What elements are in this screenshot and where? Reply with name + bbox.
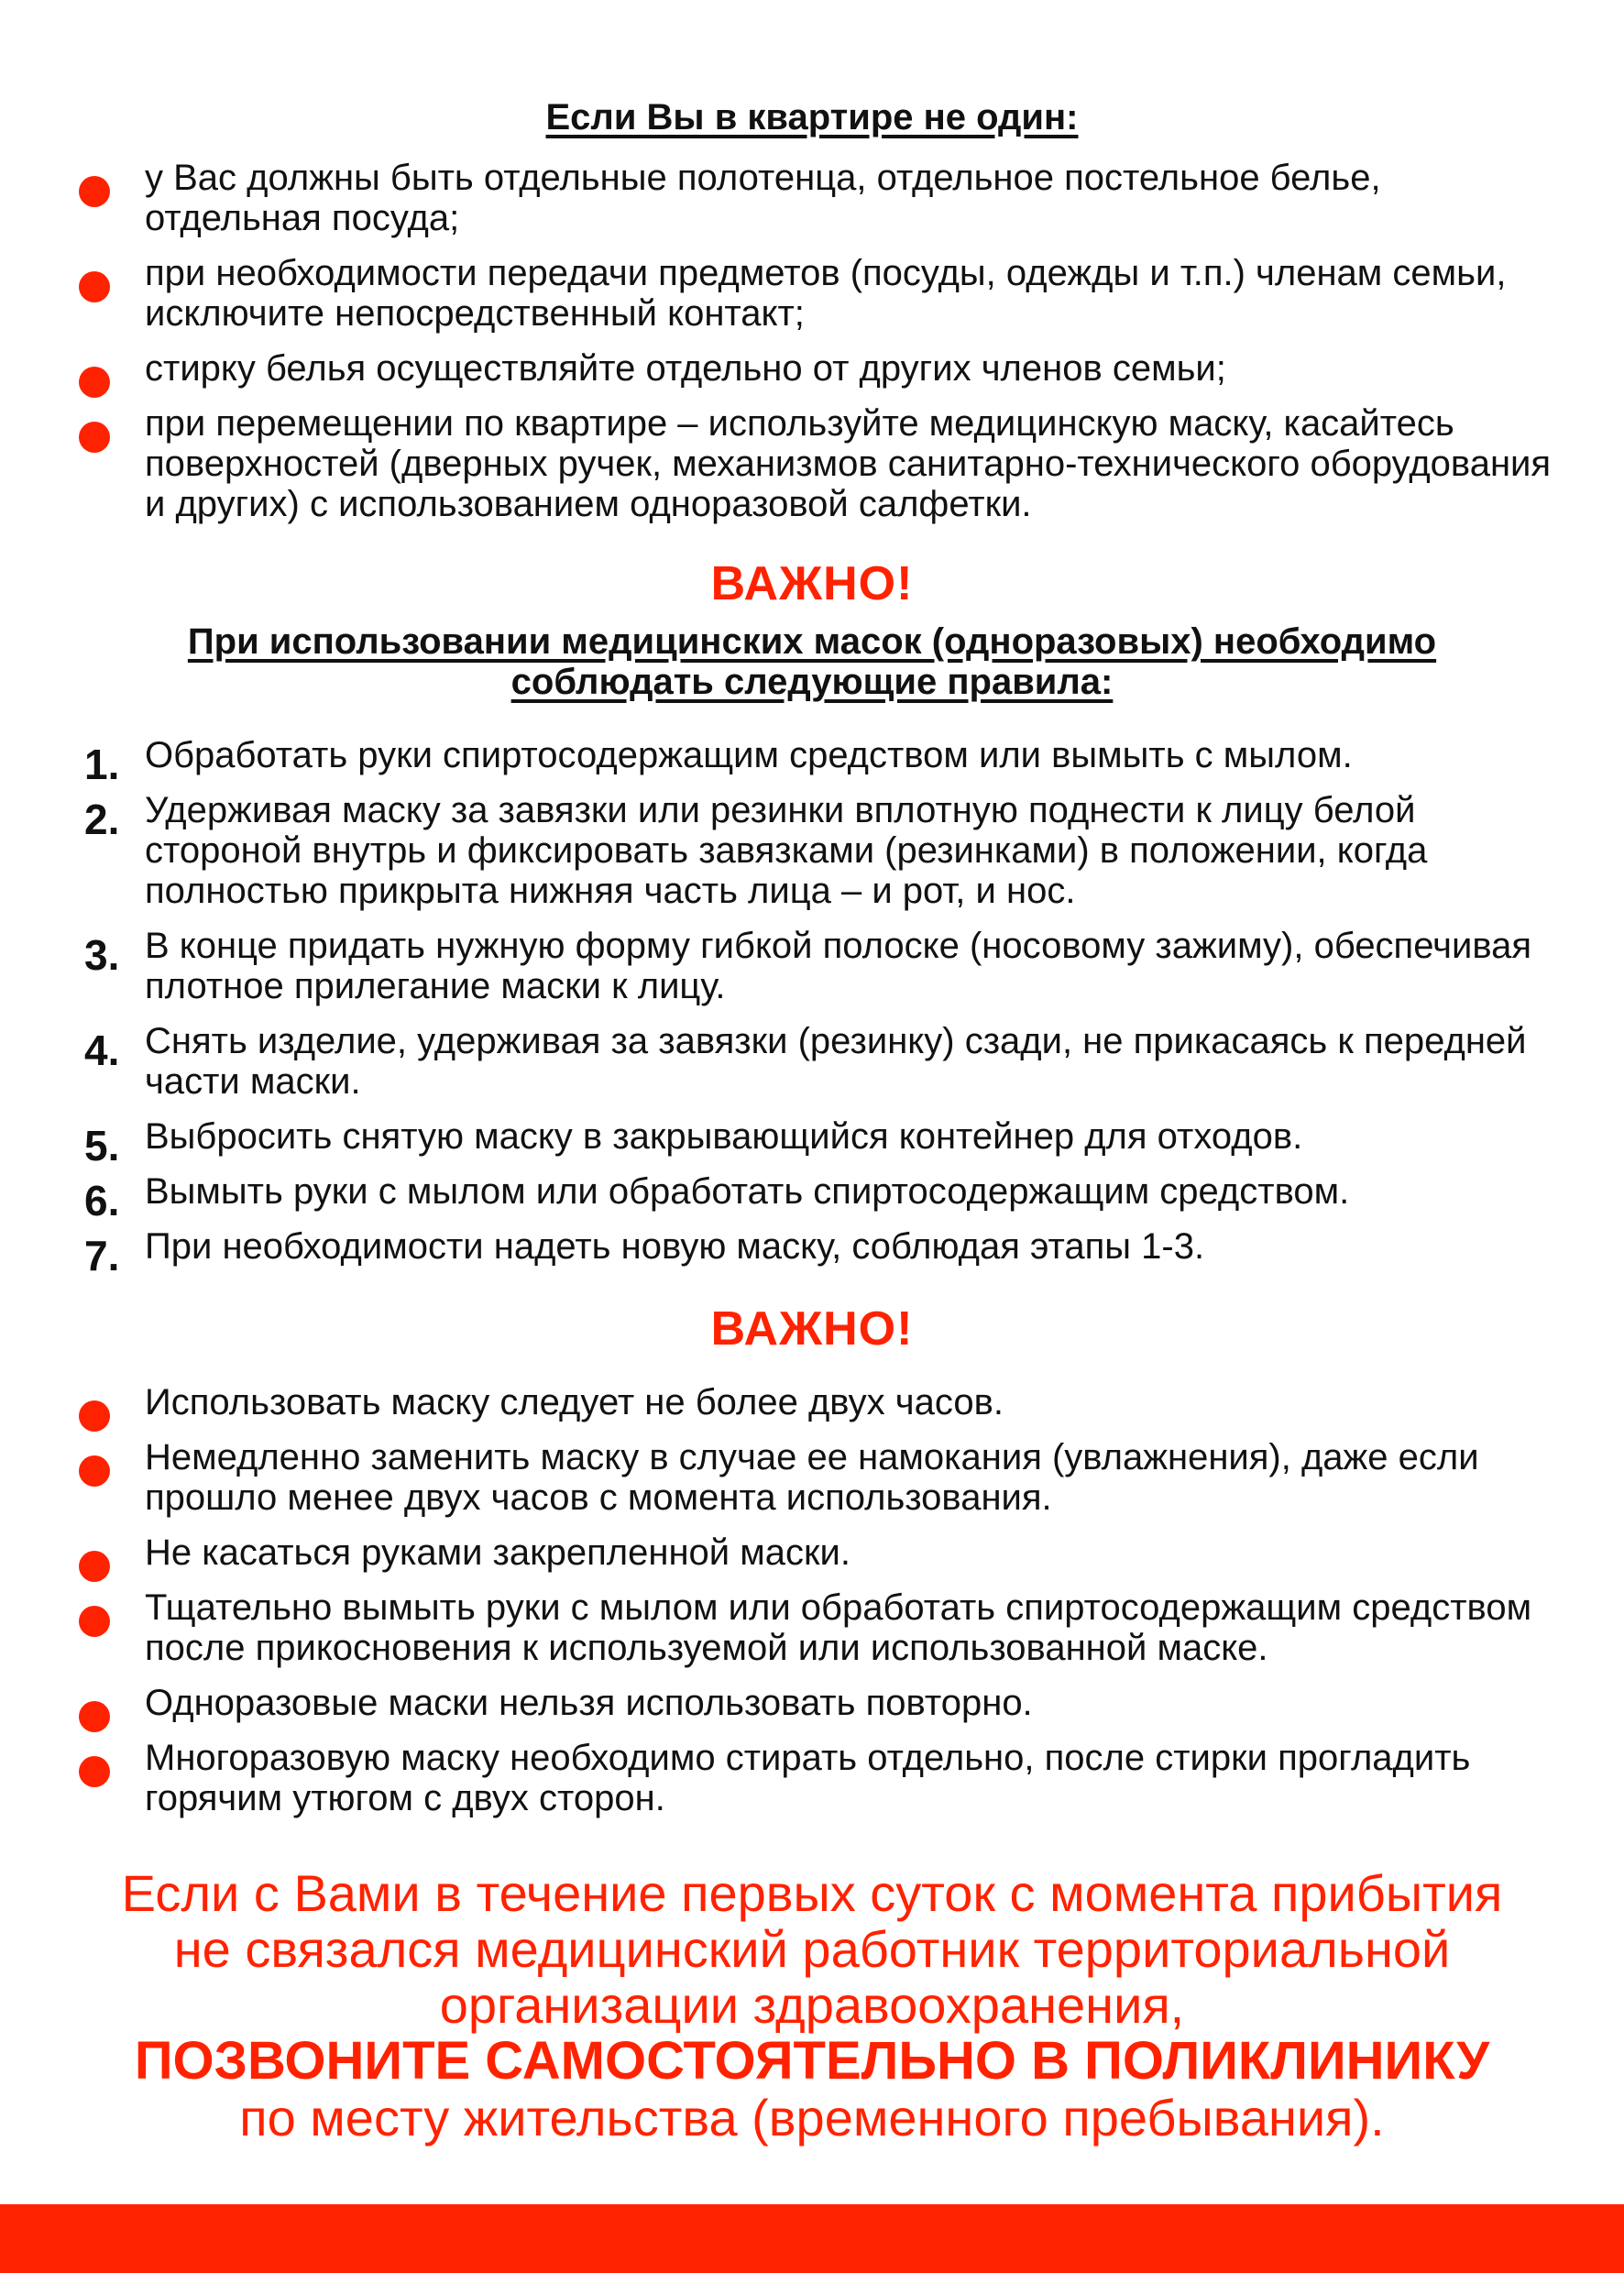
bullet-dot-icon — [79, 1606, 110, 1637]
list-item-text: Использовать маску следует не более двух часов. — [145, 1382, 1004, 1422]
step-text: Вымыть руки с мылом или обработать спиртосодержащим средством. — [145, 1171, 1350, 1212]
list-item — [73, 1437, 1558, 1518]
notice-line-5: по месту жительства (временного пребывания). — [239, 2089, 1385, 2147]
list-item-text: Не касаться руками закрепленной маски. — [145, 1532, 850, 1573]
step-number: 5. — [84, 1122, 120, 1169]
bullet-dot-icon — [79, 367, 110, 398]
step-number: 3. — [84, 931, 120, 979]
step-text: Снять изделие, удерживая за завязки (резинку) сзади, не прикасаясь к передней части маски. — [145, 1021, 1527, 1102]
list-item-text: Тщательно вымыть руки с мылом или обработать спиртосодержащим средством после прикосновения к используемой или использованной маске. — [145, 1587, 1532, 1668]
mask-usage-bullet-list — [73, 1382, 1558, 1818]
mask-rules-numbered-list — [73, 735, 1558, 1279]
list-item-text: стирку белья осуществляйте отдельно от других членов семьи; — [145, 348, 1226, 389]
list-item — [73, 1382, 1558, 1422]
numbered-step — [73, 1116, 1558, 1169]
step-text: При необходимости надеть новую маску, соблюдая этапы 1-3. — [145, 1226, 1205, 1267]
list-item-text: при необходимости передачи предметов (посуды, одежды и т.п.) членам семьи, исключите непосредственный контакт; — [145, 253, 1507, 334]
step-text: В конце придать нужную форму гибкой полоске (носовому зажиму), обеспечивая плотное прилегание маски к лицу. — [145, 926, 1532, 1006]
step-text: Обработать руки спиртосодержащим средством или вымыть с мылом. — [145, 735, 1353, 775]
bullet-dot-icon — [79, 271, 110, 302]
step-number: 1. — [84, 741, 120, 788]
section1-heading: Если Вы в квартире не один: — [545, 97, 1079, 137]
notice-call-clinic: ПОЗВОНИТЕ САМОСТОЯТЕЛЬНО В ПОЛИКЛИНИКУ — [134, 2031, 1490, 2091]
numbered-step — [73, 1021, 1558, 1102]
list-item — [73, 1738, 1558, 1818]
bullet-dot-icon — [79, 1400, 110, 1432]
call-clinic-notice — [0, 1865, 1624, 2146]
bullet-dot-icon — [79, 176, 110, 207]
section2-heading — [0, 621, 1624, 702]
list-item-text: у Вас должны быть отдельные полотенца, отдельное постельное белье, отдельная посуда; — [145, 158, 1381, 238]
list-item-text: Одноразовые маски нельзя использовать повторно. — [145, 1683, 1033, 1723]
step-number: 6. — [84, 1177, 120, 1224]
list-item — [73, 1587, 1558, 1668]
section2-heading-line1: При использовании медицинских масок (одноразовых) необходимо — [187, 621, 1437, 662]
bullet-dot-icon — [79, 422, 110, 453]
step-text: Выбросить снятую маску в закрывающийся контейнер для отходов. — [145, 1116, 1303, 1157]
notice-line-2: не связался медицинский работник территориальной — [173, 1920, 1451, 1978]
list-item-text: при перемещении по квартире – используйте медицинскую маску, касайтесь поверхностей (дверных ручек, механизмов санитарно-технического оборудования и других) с использованием одноразовой салфетки. — [145, 403, 1552, 524]
list-item — [73, 1532, 1558, 1573]
list-item — [73, 348, 1558, 389]
section2-heading-line2: соблюдать следующие правила: — [510, 662, 1114, 702]
list-item-text: Многоразовую маску необходимо стирать отдельно, после стирки прогладить горячим утюгом с двух сторон. — [145, 1738, 1471, 1818]
step-number: 7. — [84, 1232, 120, 1279]
bullet-dot-icon — [79, 1701, 110, 1732]
bullet-dot-icon — [79, 1756, 110, 1787]
notice-line-3: организации здравоохранения, — [439, 1976, 1185, 2034]
step-number: 2. — [84, 796, 120, 843]
list-item — [73, 158, 1558, 238]
numbered-step — [73, 790, 1558, 911]
bullet-dot-icon — [79, 1455, 110, 1487]
bottom-red-bar — [0, 2204, 1624, 2273]
list-item — [73, 253, 1558, 334]
numbered-step — [73, 926, 1558, 1006]
list-item-text: Немедленно заменить маску в случае ее намокания (увлажнения), даже если прошло менее двух часов с момента использования. — [145, 1437, 1479, 1518]
important-label-1: ВАЖНО! — [710, 557, 914, 610]
list-item — [73, 403, 1558, 524]
list-item — [73, 1683, 1558, 1723]
bullet-dot-icon — [79, 1551, 110, 1582]
step-number: 4. — [84, 1027, 120, 1074]
numbered-step — [73, 1226, 1558, 1279]
step-text: Удерживая маску за завязки или резинки вплотную поднести к лицу белой стороной внутрь и фиксировать завязками (резинками) в положении, когда полностью прикрыта нижняя часть лица – и рот, и нос. — [145, 790, 1428, 911]
numbered-step — [73, 1171, 1558, 1224]
important-label-2: ВАЖНО! — [710, 1302, 914, 1356]
section1-bullet-list — [73, 158, 1558, 524]
numbered-step — [73, 735, 1558, 788]
notice-line-1: Если с Вами в течение первых суток с момента прибытия — [121, 1864, 1503, 1922]
